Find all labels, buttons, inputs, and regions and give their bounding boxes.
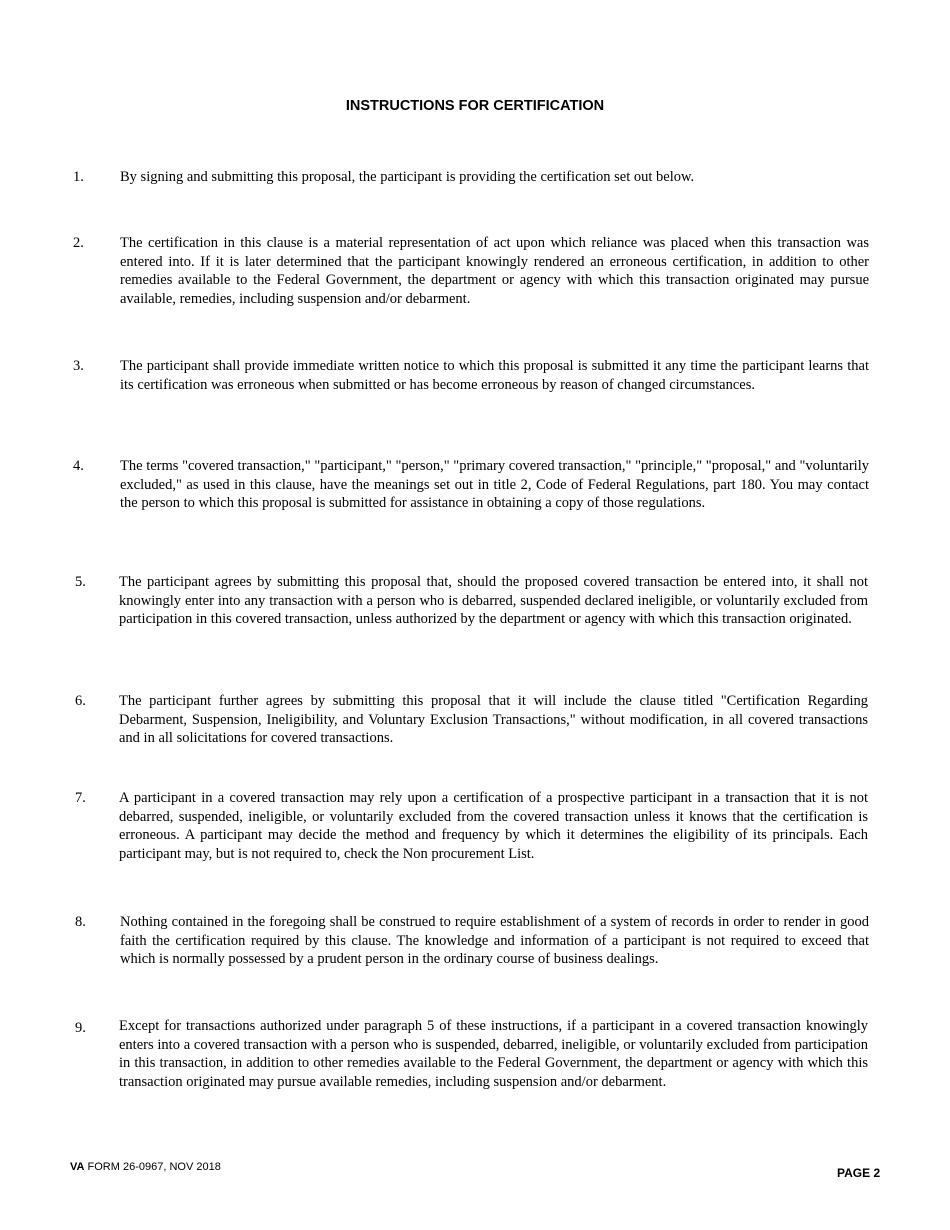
page-title: INSTRUCTIONS FOR CERTIFICATION bbox=[345, 98, 605, 114]
page-number: PAGE 2 bbox=[837, 1166, 881, 1180]
item-number: 9. bbox=[75, 1020, 86, 1036]
item-text: The terms "covered transaction," "participant," "person," "primary covered transaction," "principle," "proposal," and "voluntarily excluded," as used in this clause, have the meanings set out in title 2, Code of Federal Regulations, part 180. You may contact the person to which this proposal is submitted for assistance in obtaining a copy of those regulations. bbox=[120, 458, 869, 512]
item-text: A participant in a covered transaction may rely upon a certification of a prospective participant in a transaction that it is not debarred, suspended, ineligible, or voluntarily excluded from the covered transaction unless it knows that the certification is erroneous. A participant may decide the method and frequency by which it determines the eligibility of its principals. Each participant may, but is not required to, check the Non procurement List. bbox=[119, 790, 868, 862]
form-number: FORM 26-0967, NOV 2018 bbox=[84, 1161, 221, 1173]
item-text: By signing and submitting this proposal, the participant is providing the certification set out below. bbox=[120, 169, 695, 185]
item-number: 8. bbox=[75, 914, 86, 930]
form-agency: VA bbox=[70, 1161, 85, 1173]
item-number: 6. bbox=[75, 693, 86, 709]
form-identifier bbox=[70, 1161, 221, 1173]
item-text: Except for transactions authorized under paragraph 5 of these instructions, if a participant in a covered transaction knowingly enters into a covered transaction with a person who is suspended, debarred, ineligible, or voluntarily excluded from participation in this transaction, in addition to other remedies available to the Federal Government, the department or agency with which this transaction originated may pursue available remedies, including suspension and/or debarment. bbox=[119, 1018, 868, 1090]
item-number: 4. bbox=[73, 458, 84, 474]
item-number: 5. bbox=[75, 574, 86, 590]
item-number: 7. bbox=[75, 790, 86, 806]
item-text: The participant shall provide immediate written notice to which this proposal is submitted it any time the participant learns that its certification was erroneous when submitted or has become erroneous by reason of changed circumstances. bbox=[120, 358, 869, 393]
item-text: The participant further agrees by submitting this proposal that it will include the clause titled "Certification Regarding Debarment, Suspension, Ineligibility, and Voluntary Exclusion Transactions," without modification, in all covered transactions and in all solicitations for covered transactions. bbox=[119, 693, 868, 747]
item-number: 2. bbox=[73, 235, 84, 251]
item-text: The participant agrees by submitting this proposal that, should the proposed covered transaction be entered into, it shall not knowingly enter into any transaction with a person who is debarred, suspended declared ineligible, or voluntarily excluded from participation in this covered transaction, unless authorized by the department or agency with which this transaction originated. bbox=[119, 574, 868, 628]
item-number: 1. bbox=[73, 169, 84, 185]
item-text: Nothing contained in the foregoing shall be construed to require establishment of a system of records in order to render in good faith the certification required by this clause. The knowledge and information of a participant is not required to exceed that which is normally possessed by a prudent person in the ordinary course of business dealings. bbox=[120, 914, 869, 968]
item-text: The certification in this clause is a material representation of act upon which reliance was placed when this transaction was entered into. If it is later determined that the participant knowingly rendered an erroneous certification, in addition to other remedies available to the Federal Government, the department or agency with which this transaction originated may pursue available, remedies, including suspension and/or debarment. bbox=[120, 235, 869, 307]
item-number: 3. bbox=[73, 358, 84, 374]
